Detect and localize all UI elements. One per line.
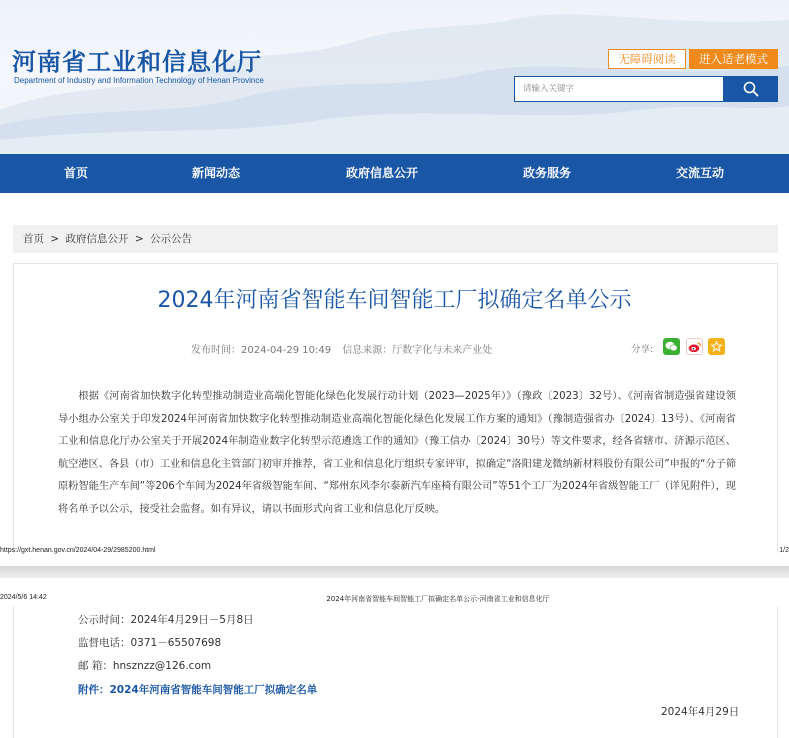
- accessibility-button[interactable]: 无障碍阅读: [608, 49, 686, 69]
- breadcrumb: [13, 225, 778, 253]
- wechat-share-icon[interactable]: [663, 338, 680, 355]
- share-label: 分享:: [631, 344, 654, 355]
- site-title[interactable]: 河南省工业和信息化厅: [12, 48, 262, 76]
- article-meta: [191, 341, 492, 356]
- print-doc-title: 2024年河南省智能车间智能工厂拟确定名单公示-河南省工业和信息化厅: [326, 595, 550, 603]
- favorite-share-icon[interactable]: [708, 338, 725, 355]
- supervision-phone: 监督电话：0371－65507698: [78, 637, 222, 649]
- print-url: https://gxt.henan.gov.cn/2024/04-29/2985200.html: [0, 547, 156, 554]
- signature-date: 2024年4月29日: [661, 706, 740, 718]
- print-datetime: 2024/5/6 14:42: [0, 594, 47, 601]
- main-nav: [0, 154, 789, 193]
- elder-mode-button[interactable]: 进入适老模式: [689, 49, 778, 69]
- weibo-share-icon[interactable]: [686, 338, 703, 355]
- page-break: [0, 566, 789, 578]
- breadcrumb-gov-info[interactable]: 政府信息公开: [65, 233, 129, 245]
- nav-item-interaction[interactable]: 交流互动: [675, 166, 724, 180]
- search-icon: [743, 81, 759, 97]
- breadcrumb-separator: >: [134, 233, 144, 245]
- breadcrumb-home[interactable]: 首页: [23, 233, 44, 245]
- search-input[interactable]: 请输入关键字: [514, 76, 724, 102]
- print-page-number: 1/2: [779, 547, 789, 554]
- article-body: 根据《河南省加快数字化转型推动制造业高端化智能化绿色化发展行动计划（2023—2025年）》（豫政〔2023〕32号）、《河南省制造强省建设领导小组办公室关于印发2024年河南省加快数字化转型推动制造业高端化智能化绿色化发展工作方案的通知》（豫制造强省办〔2024〕13号）、《河南省工业和信息化厅办公室关于开展2024年制造业数字化转型示范遴选工作的通知》（豫工信办〔2024〕30号）等文件要求，经各省辖市、济源示范区、航空港区、各县（市）工业和信息化主管部门初审并推荐，省工业和信息化厅组织专家评审，拟确定“洛阳建龙微纳新材料股份有限公司”申报的“分子筛原粉智能生产车间”等206个车间为2024年省级智能车间、“郑州东风李尔泰新汽车座椅有限公司”等51个工厂为2024年省级智能工厂（详见附件），现将名单予以公示，接受社会监督。如有异议，请以书面形式向省工业和信息化厅反映。: [58, 391, 737, 515]
- breadcrumb-notices[interactable]: 公示公告: [150, 233, 192, 245]
- nav-item-gov-info[interactable]: 政府信息公开: [345, 166, 418, 180]
- nav-item-services[interactable]: 政务服务: [522, 166, 571, 180]
- attachment-link[interactable]: 附件：2024年河南省智能车间智能工厂拟确定名单: [78, 684, 318, 696]
- info-source: 信息来源：厅数字化与未来产业处: [342, 345, 493, 356]
- site-subtitle: Department of Industry and Information Technology of Henan Province: [14, 76, 264, 85]
- publish-time: 发布时间：2024-04-29 10:49: [191, 345, 332, 356]
- article-title: 2024年河南省智能车间智能工厂拟确定名单公示: [157, 288, 632, 313]
- notice-period: 公示时间：2024年4月29日－5月8日: [78, 614, 254, 626]
- contact-email: 邮 箱：hnsznzz@126.com: [78, 660, 212, 672]
- nav-item-news[interactable]: 新闻动态: [191, 166, 240, 180]
- nav-item-home[interactable]: 首页: [63, 166, 88, 180]
- header-banner: [0, 0, 789, 154]
- breadcrumb-separator: >: [50, 233, 60, 245]
- search-button[interactable]: [723, 76, 778, 102]
